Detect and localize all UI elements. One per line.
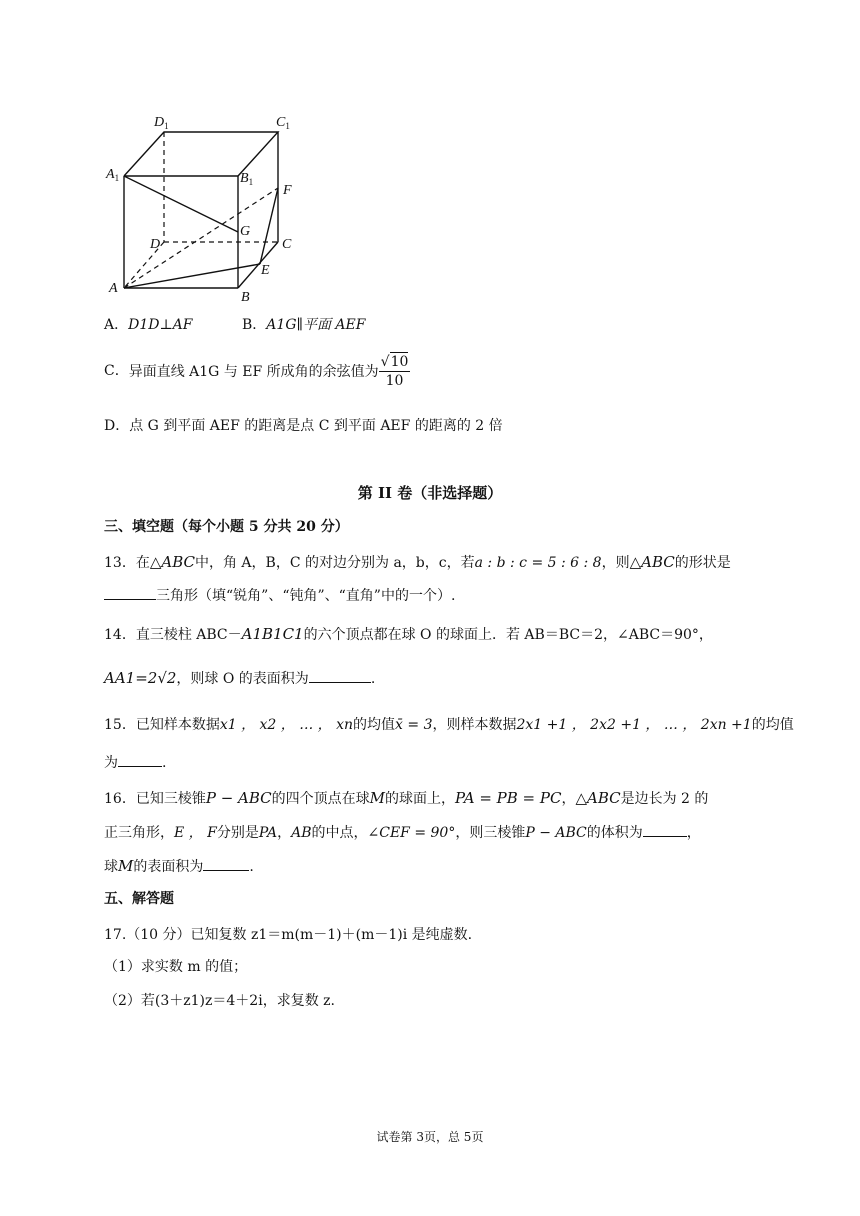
q16-area-blank: [203, 856, 249, 871]
option-b-label: B．: [242, 317, 267, 333]
section-fill-heading: 三、填空题（每个小题 5 分共 20 分）: [104, 519, 349, 535]
q15-blank: [118, 752, 162, 767]
option-d: [104, 415, 503, 435]
q15-line1: 15．已知样本数据x1 ， x2 ， … ， xn的均值x̄ = 3，则样本数据2x1 +1 ， 2x2 +1 ， … ， 2xn +1的均值: [104, 717, 794, 733]
option-c-numerator: 10: [390, 354, 409, 370]
option-a-expr: D1D⊥AF: [128, 317, 193, 333]
section-solve-heading: 五、解答题: [104, 891, 174, 907]
label-F: F: [283, 183, 292, 198]
option-d-label: D．: [104, 418, 130, 434]
q14-line2: AA1=2√2，则球 O 的表面积为 .: [104, 669, 376, 687]
label-A1: $A_1$: [106, 167, 120, 183]
option-b-expr: A1G∥平面 AEF: [266, 317, 366, 333]
q15-mean: x̄ = 3: [395, 717, 433, 733]
option-c: [104, 352, 410, 390]
q13-line2: 三角形（填“锐角”、“钝角”、“直角”中的一个）.: [104, 585, 455, 605]
q17-part2: （2）若(3＋z1)z＝4＋2i，求复数 z.: [104, 993, 335, 1009]
label-B1: $B_1$: [240, 171, 254, 187]
option-a-label: A．: [104, 317, 129, 333]
cube-figure: [100, 108, 320, 308]
q15-line2: 为 .: [104, 752, 166, 772]
q14-blank: [309, 668, 371, 683]
q16-line3: 球M的表面积为 .: [104, 857, 254, 875]
label-G: G: [240, 224, 251, 239]
q14-line1: 14．直三棱柱 ABC－A1B1C1的六个顶点都在球 O 的球面上．若 AB＝BC＝2，∠ABC＝90°，: [104, 625, 713, 643]
q16-line2: 正三角形，E ， F分别是PA，AB的中点，∠CEF = 90°，则三棱锥P − ABC的体积为 ，: [104, 822, 701, 842]
option-b: [242, 314, 365, 334]
q13-blank: [104, 585, 156, 600]
q17-part1: （1）求实数 m 的值；: [104, 959, 248, 975]
q13-triangle: △ABC: [149, 553, 195, 571]
q15-data: x1 ， x2 ， … ， xn: [219, 717, 354, 733]
q16-line1: 16．已知三棱锥P − ABC的四个顶点在球M的球面上，PA = PB = PC，△ABC是边长为 2 的: [104, 789, 709, 807]
label-C1: $C_1$: [276, 115, 290, 131]
label-D: D: [150, 237, 161, 252]
q13-line1: 13．在△ABC中，角 A，B，C 的对边分别为 a，b，c，若a : b : c = 5 : 6 : 8，则△ABC的形状是: [104, 553, 731, 571]
label-C: C: [282, 237, 292, 252]
q13-ratio: a : b : c = 5 : 6 : 8: [474, 555, 602, 571]
page-footer: 试卷第 3页，总 5页: [376, 1130, 484, 1144]
label-D1: $D_1$: [154, 115, 169, 131]
q16-volume-blank: [643, 822, 687, 837]
option-c-fraction: $\frac{√10}{10}$: [380, 354, 409, 389]
option-c-label: C．: [104, 363, 129, 379]
q15-new-data: 2x1 +1 ， 2x2 +1 ， … ， 2xn +1: [516, 717, 752, 733]
q14-aa1: AA1=2√2: [104, 669, 177, 687]
option-a: [104, 314, 192, 334]
label-A: A: [109, 281, 118, 296]
option-c-denominator: 10: [385, 373, 404, 389]
option-d-text: 点 G 到平面 AEF 的距离是点 C 到平面 AEF 的距离的 2 倍: [129, 418, 503, 434]
label-B: B: [241, 290, 250, 305]
q14-prism: A1B1C1: [241, 625, 304, 643]
q17-line1: 17.（10 分）已知复数 z1＝m(m－1)＋(m－1)i 是纯虚数.: [104, 927, 473, 943]
section-2-title: 第 II 卷（非选择题）: [357, 484, 503, 502]
label-E: E: [261, 263, 270, 278]
option-c-text: 异面直线 A1G 与 EF 所成角的余弦值为: [128, 364, 379, 380]
